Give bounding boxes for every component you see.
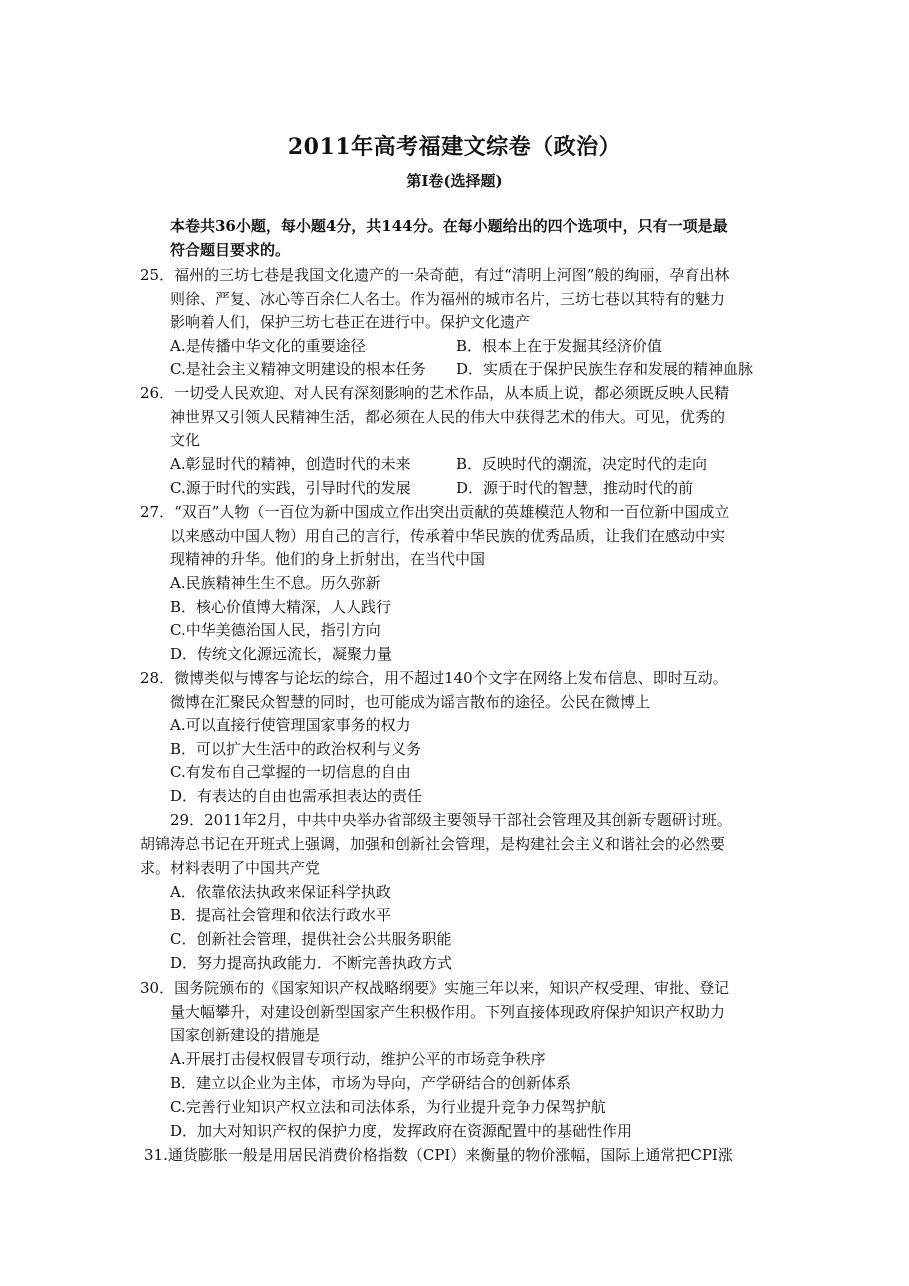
- q28-option-a: A.可以直接行使管理国家事务的权力: [170, 716, 411, 734]
- q25-option-d: D．实质在于保护民族生存和发展的精神血脉: [456, 360, 754, 378]
- q26-stem-line-2: 神世界又引领人民精神生活，都必须在人民的伟大中获得艺术的伟大。可见，优秀的: [170, 408, 726, 426]
- q29-option-a: A．依靠依法执政来保证科学执政: [170, 883, 391, 901]
- q25-option-c: C.是社会主义精神文明建设的根本任务: [170, 360, 426, 378]
- q29-option-b: B．提高社会管理和依法行政水平: [170, 906, 392, 924]
- q26-stem-line-3: 文化: [170, 431, 201, 449]
- q25-stem-line-1: 25．福州的三坊七巷是我国文化遗产的一朵奇葩，有过“清明上河图”般的绚丽，孕育出林: [140, 266, 730, 284]
- q25-stem-line-3: 影响着人们，保护三坊七巷正在进行中。保护文化遗产: [170, 313, 531, 331]
- q30-stem-line-3: 国家创新建设的措施是: [170, 1026, 321, 1044]
- q27-option-d: D．传统文化源远流长，凝聚力量: [170, 645, 393, 663]
- q30-stem-line-2: 量大幅攀升，对建设创新型国家产生积极作用。下列直接体现政府保护知识产权助力: [170, 1003, 726, 1021]
- q29-stem-line-3: 求。材料表明了中国共产党: [140, 859, 321, 877]
- q27-stem-line-1: 27．“双百”人物（一百位为新中国成立作出突出贡献的英雄模范人物和一百位新中国成立: [140, 503, 730, 521]
- q26-option-c: C.源于时代的实践，引导时代的发展: [170, 479, 411, 497]
- q27-stem-line-2: 以来感动中国人物）用自己的言行，传承着中华民族的优秀品质，让我们在感动中实: [170, 527, 726, 545]
- q28-option-d: D．有表达的自由也需承担表达的责任: [170, 787, 423, 805]
- q25-stem-line-2: 则徐、严复、冰心等百余仁人名士。作为福州的城市名片，三坊七巷以其特有的魅力: [170, 290, 726, 308]
- q30-option-d: D．加大对知识产权的保护力度，发挥政府在资源配置中的基础性作用: [170, 1122, 633, 1140]
- q30-option-b: B．建立以企业为主体，市场为导向，产学研结合的创新体系: [170, 1074, 572, 1092]
- q28-option-c: C.有发布自己掌握的一切信息的自由: [170, 763, 411, 781]
- instructions-line-2: 符合题目要求的。: [170, 241, 291, 259]
- q29-stem-line-2: 胡锦涛总书记在开班式上强调，加强和创新社会管理，是构建社会主义和谐社会的必然要: [140, 835, 726, 853]
- q27-option-c: C.中华美德治国人民，指引方向: [170, 621, 381, 639]
- q26-option-b: B．反映时代的潮流，决定时代的走向: [456, 455, 708, 473]
- q28-stem-line-2: 微博在汇聚民众智慧的同时，也可能成为谣言散布的途径。公民在微博上: [170, 693, 651, 711]
- q28-option-b: B．可以扩大生活中的政治权利与义务: [170, 740, 422, 758]
- q27-stem-line-3: 现精神的升华。他们的身上折射出，在当代中国: [170, 550, 486, 568]
- q30-option-a: A.开展打击侵权假冒专项行动，维护公平的市场竞争秩序: [170, 1050, 546, 1068]
- page-title: 2011年高考福建文综卷（政治）: [287, 134, 622, 160]
- q29-stem-line-1: 29．2011年2月，中共中央举办省部级主要领导干部社会管理及其创新专题研讨班。: [170, 811, 732, 829]
- q27-option-b: B．核心价值博大精深，人人践行: [170, 598, 392, 616]
- instructions-line-1: 本卷共36小题，每小题4分，共144分。在每小题给出的四个选项中，只有一项是最: [170, 217, 728, 235]
- q26-option-d: D．源于时代的智慧，推动时代的前: [456, 479, 694, 497]
- q30-option-c: C.完善行业知识产权立法和司法体系，为行业提升竞争力保驾护航: [170, 1098, 606, 1116]
- q30-stem-line-1: 30．国务院颁布的《国家知识产权战略纲要》实施三年以来，知识产权受理、审批、登记: [140, 979, 730, 997]
- q28-stem-line-1: 28．微博类似与博客与论坛的综合，用不超过140个文字在网络上发布信息、即时互动。: [140, 669, 728, 687]
- section-subtitle: 第Ⅰ卷(选择题): [406, 172, 503, 190]
- q26-stem-line-1: 26．一切受人民欢迎、对人民有深刻影响的艺术作品，从本质上说，都必须既反映人民精: [140, 384, 730, 402]
- q25-option-a: A.是传播中华文化的重要途径: [170, 337, 366, 355]
- q27-option-a: A.民族精神生生不息。历久弥新: [170, 574, 381, 592]
- q26-option-a: A.彰显时代的精神，创造时代的未来: [170, 455, 411, 473]
- q25-option-b: B．根本上在于发掘其经济价值: [456, 337, 663, 355]
- q29-option-c: C．创新社会管理，提供社会公共服务职能: [170, 930, 452, 948]
- q29-option-d: D．努力提高执政能力．不断完善执政方式: [170, 954, 453, 972]
- q31-stem-line-1: 31.通货膨胀一般是用居民消费价格指数（CPI）来衡量的物价涨幅，国际上通常把CPI涨: [144, 1146, 733, 1164]
